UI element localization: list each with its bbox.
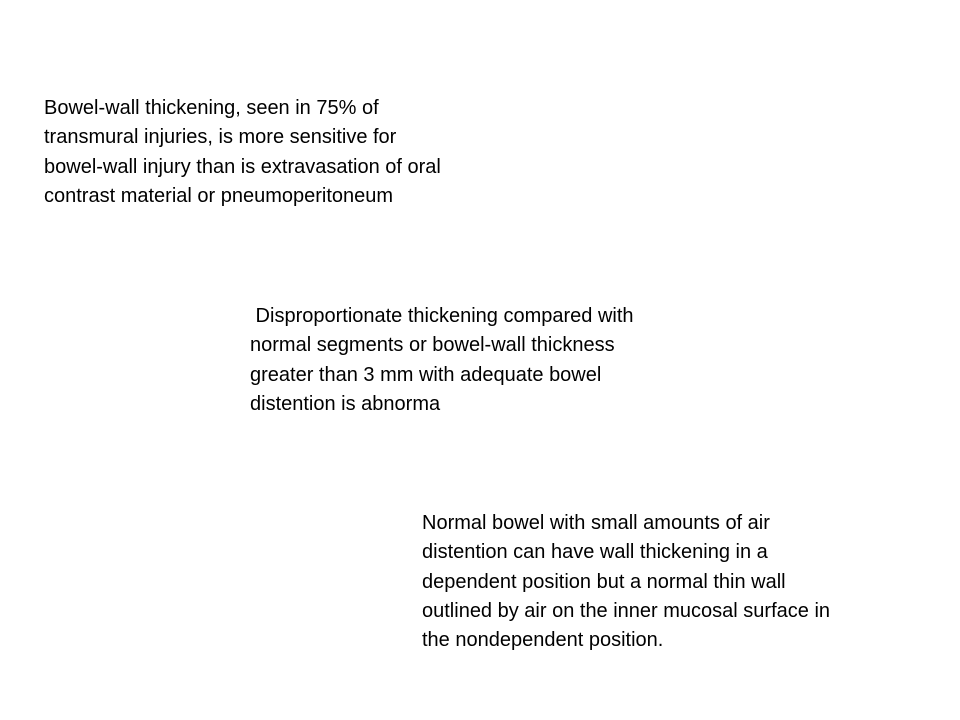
text-line: Bowel-wall thickening, seen in 75% of (44, 97, 379, 119)
text-block-bowel-wall-thickening (44, 94, 514, 211)
text-line: contrast material or pneumoperitoneum (44, 184, 394, 207)
text-line: distention can have wall thickening in a (422, 541, 768, 564)
text-line: normal segments or bowel-wall thickness (250, 334, 615, 357)
text-line: bowel-wall injury than is extravasation of oral (44, 155, 441, 178)
text-line: distention is abnorma (250, 392, 441, 415)
text-line: transmural injuries, is more sensitive for (44, 126, 397, 149)
text-line: dependent position but a normal thin wall (422, 570, 786, 593)
text-line: Disproportionate thickening compared with (250, 305, 634, 327)
text-line: outlined by air on the inner mucosal surface in (422, 599, 831, 622)
text-block-normal-bowel (422, 509, 892, 655)
text-line: Normal bowel with small amounts of air (422, 512, 770, 534)
text-line: the nondependent position. (422, 629, 664, 652)
text-line: greater than 3 mm with adequate bowel (250, 363, 602, 386)
text-block-disproportionate-thickening (250, 302, 700, 419)
